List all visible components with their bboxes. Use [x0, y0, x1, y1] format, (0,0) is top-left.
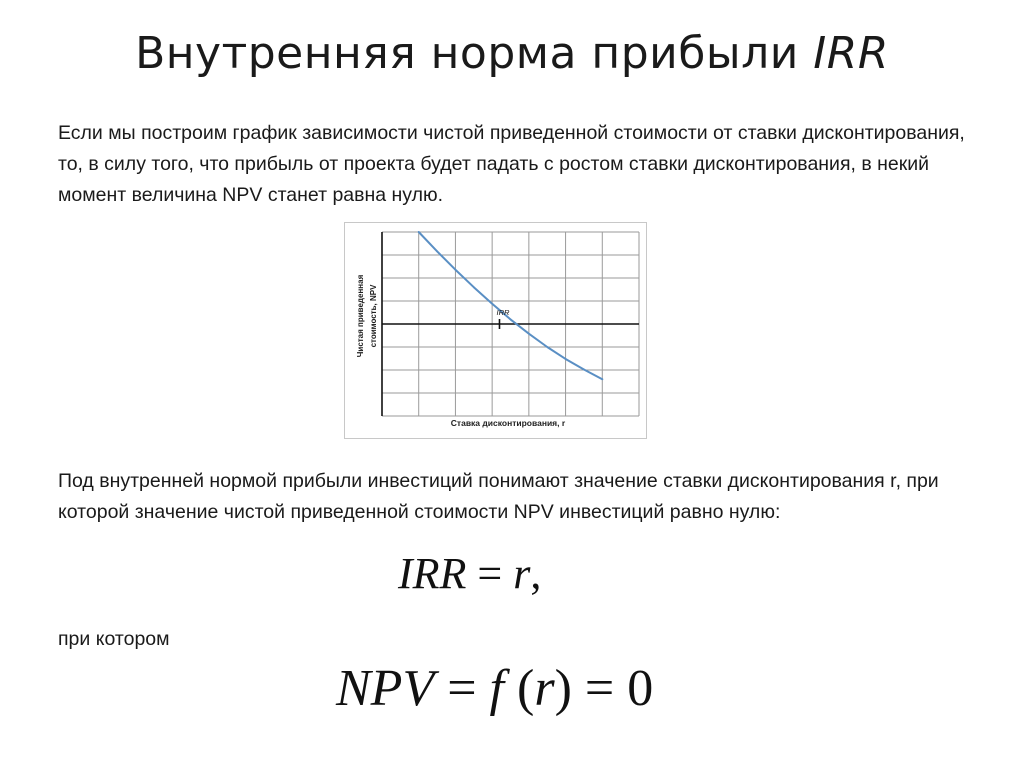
y-axis-label-line1: Чистая приведенная	[356, 274, 365, 358]
x-axis-label: Ставка дисконтирования, r	[450, 418, 566, 428]
npv-curve	[419, 232, 603, 379]
npv-data-point	[455, 269, 457, 271]
intro-paragraph: Если мы построим график зависимости чистой приведенной стоимости от ставки дисконтирования, то, в силу того, что прибыль от проекта будет падать с ростом ставки дисконтирования, в некий момент величина NPV станет равна нулю.	[58, 122, 965, 206]
chart-axes	[382, 232, 639, 416]
npv-data-point	[510, 319, 512, 321]
npv-formula-arg: r	[534, 660, 555, 717]
irr-formula-rhs: r	[513, 549, 531, 598]
irr-annotation: IRR	[496, 308, 510, 317]
npv-formula-lhs: NPV	[336, 660, 435, 717]
irr-formula-punct: ,	[530, 549, 542, 598]
condition-text: при котором	[58, 628, 170, 650]
npv-data-point	[491, 303, 493, 305]
irr-formula	[398, 548, 541, 600]
npv-data-point	[418, 231, 420, 233]
npv-data-point	[473, 286, 475, 288]
npv-formula-zero: 0	[627, 660, 654, 717]
title-abbr: IRR	[813, 28, 889, 79]
irr-formula-lhs: IRR	[398, 549, 467, 598]
npv-formula	[336, 658, 653, 720]
irr-formula-eq: =	[466, 549, 514, 598]
npv-formula-rpar: )	[554, 660, 585, 717]
npv-chart	[344, 222, 647, 439]
npv-formula-eq1: =	[434, 660, 490, 717]
title-main: Внутренняя норма прибыли	[135, 28, 814, 79]
npv-data-point	[546, 346, 548, 348]
npv-formula-func: f	[489, 660, 504, 717]
npv-data-point	[583, 369, 585, 371]
y-axis-label-line2: стоимость, NPV	[369, 284, 378, 348]
npv-formula-eq2: =	[584, 660, 628, 717]
chart-points	[418, 231, 603, 380]
npv-data-point	[528, 333, 530, 335]
npv-chart-svg	[345, 223, 646, 438]
npv-data-point	[436, 250, 438, 252]
npv-data-point	[601, 378, 603, 380]
slide-title	[0, 26, 1024, 82]
definition-paragraph: Под внутренней нормой прибыли инвестиций понимают значение ставки дисконтирования r, при которой значение чистой приведенной стоимости NPV инвестиций равно нулю:	[58, 470, 939, 523]
npv-formula-lpar: (	[504, 660, 535, 717]
npv-data-point	[565, 358, 567, 360]
